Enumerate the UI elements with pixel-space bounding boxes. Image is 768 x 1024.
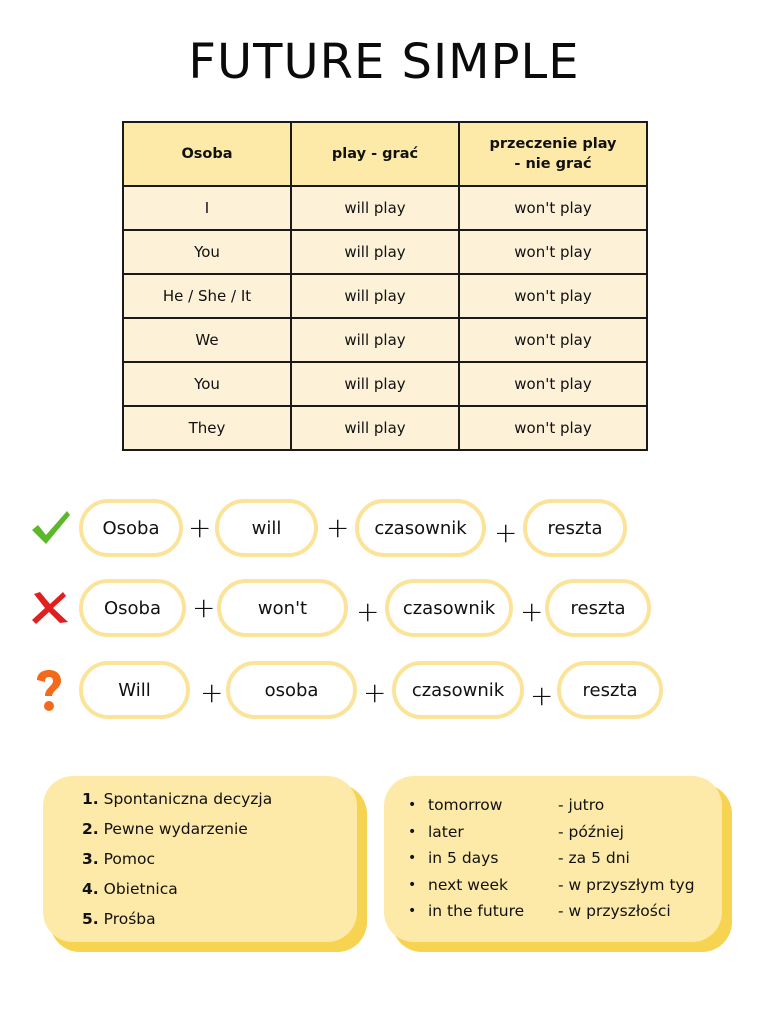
question-formula-pill: osoba xyxy=(226,661,357,719)
question-mark-icon xyxy=(34,670,64,718)
cell-negative: won't play xyxy=(459,318,647,362)
cell-negative: won't play xyxy=(459,274,647,318)
uses-list xyxy=(82,788,272,938)
page-title: FUTURE SIMPLE xyxy=(188,34,580,90)
list-item-number: 5. xyxy=(82,910,99,928)
list-item xyxy=(408,901,728,928)
header-affirmative: play - grać xyxy=(291,122,459,186)
list-item xyxy=(82,908,272,938)
cell-person: We xyxy=(123,318,291,362)
affirmative-formula-pill: reszta xyxy=(523,499,627,557)
list-item xyxy=(408,795,728,822)
list-item xyxy=(82,788,272,818)
list-item xyxy=(82,818,272,848)
list-item-number: 4. xyxy=(82,880,99,898)
list-item xyxy=(82,848,272,878)
negative-formula-pill: Osoba xyxy=(79,579,186,637)
bullet-icon: • xyxy=(408,823,417,840)
bullet-icon: • xyxy=(408,876,417,893)
cell-affirmative: will play xyxy=(291,274,459,318)
time-expression-en: in 5 days xyxy=(428,849,499,867)
cell-person: They xyxy=(123,406,291,450)
cell-affirmative: will play xyxy=(291,362,459,406)
list-item xyxy=(408,875,728,902)
table-row xyxy=(123,274,647,318)
table-header-row xyxy=(123,122,647,186)
plus-sign: + xyxy=(192,591,216,624)
list-item-number: 1. xyxy=(82,790,99,808)
time-expressions-list xyxy=(408,795,728,928)
cell-affirmative: will play xyxy=(291,406,459,450)
time-expression-en: tomorrow xyxy=(428,796,503,814)
table-row xyxy=(123,186,647,230)
affirmative-formula-pill: czasownik xyxy=(355,499,486,557)
cell-person: I xyxy=(123,186,291,230)
list-item-text: Pewne wydarzenie xyxy=(103,820,248,838)
plus-sign: + xyxy=(520,595,544,628)
bullet-icon: • xyxy=(408,797,417,813)
question-formula-pill: czasownik xyxy=(392,661,524,719)
plus-sign: + xyxy=(356,595,380,628)
checkmark-icon xyxy=(30,508,72,552)
plus-sign: + xyxy=(326,511,350,544)
list-item xyxy=(82,878,272,908)
cell-affirmative: will play xyxy=(291,186,459,230)
list-item-text: Spontaniczna decyzja xyxy=(103,790,273,808)
time-expression-pl: - w przyszłości xyxy=(558,902,671,920)
affirmative-formula-pill: Osoba xyxy=(79,499,183,557)
list-item-number: 2. xyxy=(82,820,99,838)
cell-person: You xyxy=(123,362,291,406)
cell-negative: won't play xyxy=(459,406,647,450)
table-row xyxy=(123,362,647,406)
cell-person: He / She / It xyxy=(123,274,291,318)
list-item-text: Obietnica xyxy=(103,880,178,898)
negative-formula-pill: czasownik xyxy=(385,579,513,637)
header-negative: przeczenie play - nie grać xyxy=(459,122,647,186)
plus-sign: + xyxy=(494,516,518,549)
list-item xyxy=(408,822,728,849)
bullet-icon: • xyxy=(408,850,417,866)
negative-formula-pill: reszta xyxy=(545,579,651,637)
question-formula-pill: reszta xyxy=(557,661,663,719)
list-item-text: Prośba xyxy=(103,910,156,928)
plus-sign: + xyxy=(530,679,554,712)
cell-negative: won't play xyxy=(459,186,647,230)
cell-negative: won't play xyxy=(459,362,647,406)
cell-negative: won't play xyxy=(459,230,647,274)
cross-icon xyxy=(30,590,70,630)
affirmative-formula-pill: will xyxy=(215,499,318,557)
cell-person: You xyxy=(123,230,291,274)
cell-affirmative: will play xyxy=(291,230,459,274)
time-expression-en: in the future xyxy=(428,902,525,920)
cell-affirmative: will play xyxy=(291,318,459,362)
bullet-icon: • xyxy=(408,903,417,919)
time-expression-pl: - później xyxy=(558,822,624,841)
question-formula-pill: Will xyxy=(79,661,190,719)
table-row xyxy=(123,318,647,362)
table-row xyxy=(123,406,647,450)
time-expression-pl: - jutro xyxy=(558,796,605,814)
negative-formula-pill: won't xyxy=(217,579,348,637)
list-item xyxy=(408,848,728,875)
plus-sign: + xyxy=(363,676,387,709)
table-row xyxy=(123,230,647,274)
time-expression-pl: - w przyszłym tyg xyxy=(558,875,695,894)
time-expression-pl: - za 5 dni xyxy=(558,849,630,867)
time-expression-en: later xyxy=(428,822,464,841)
conjugation-table xyxy=(122,121,648,451)
list-item-text: Pomoc xyxy=(103,850,156,868)
time-expression-en: next week xyxy=(428,875,508,894)
plus-sign: + xyxy=(188,511,212,544)
list-item-number: 3. xyxy=(82,850,99,868)
header-person: Osoba xyxy=(123,122,291,186)
plus-sign: + xyxy=(200,676,224,709)
